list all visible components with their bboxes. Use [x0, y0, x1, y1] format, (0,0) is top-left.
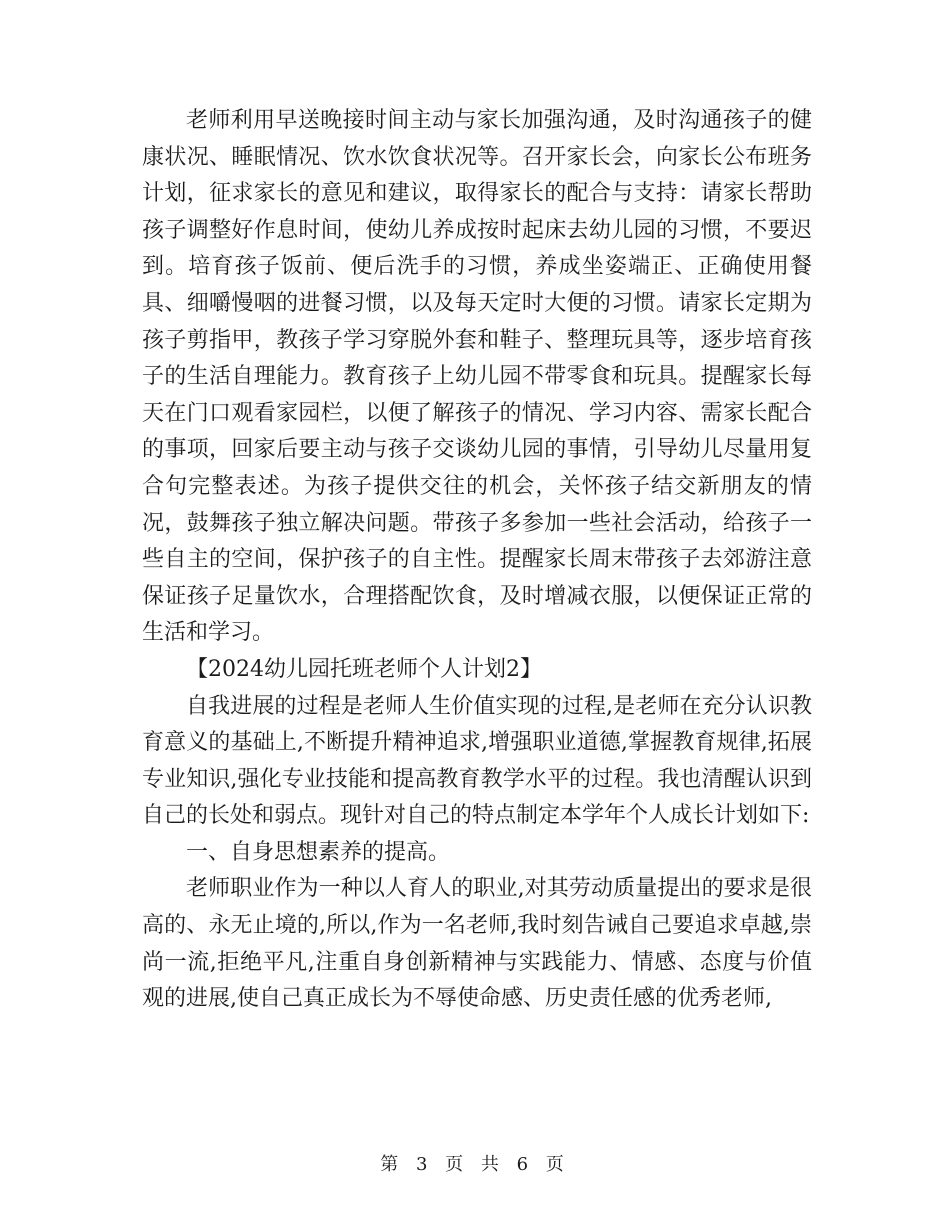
page-number-footer: 第 3 页 共 6 页: [380, 1154, 570, 1175]
section-heading-plan-2: 【2024幼儿园托班老师个人计划2】: [186, 656, 542, 682]
document-body: [142, 103, 812, 1018]
subheading-ideology: 一、自身思想素养的提高。: [186, 839, 451, 865]
paragraph-teacher-profession: 老师职业作为一种以人育人的职业,对其劳动质量提出的要求是很高的、永无止境的,所以,作为一名老师,我时刻告诫自己要追求卓越,崇尚一流,拒绝平凡,注重自身创新精神与实践能力、情感、态度与价值观的进展,使自己真正成长为不辱使命感、历史责任感的优秀老师,: [142, 876, 812, 1012]
paragraph-self-development: 自我进展的过程是老师人生价值实现的过程,是老师在充分认识教育意义的基础上,不断提升精神追求,增强职业道德,掌握教育规律,拓展专业知识,强化专业技能和提高教育教学水平的过程。我也清醒认识到自己的长处和弱点。现针对自己的特点制定本学年个人成长计划如下:: [142, 693, 812, 829]
paragraph-home-communication: 老师利用早送晚接时间主动与家长加强沟通，及时沟通孩子的健康状况、睡眠情况、饮水饮食状况等。召开家长会，向家长公布班务计划，征求家长的意见和建议，取得家长的配合与支持：请家长帮助孩子调整好作息时间，使幼儿养成按时起床去幼儿园的习惯，不要迟到。培育孩子饭前、便后洗手的习惯，养成坐姿端正、正确使用餐具、细嚼慢咽的进餐习惯，以及每天定时大便的习惯。请家长定期为孩子剪指甲，教孩子学习穿脱外套和鞋子、整理玩具等，逐步培育孩子的生活自理能力。教育孩子上幼儿园不带零食和玩具。提醒家长每天在门口观看家园栏，以便了解孩子的情况、学习内容、需家长配合的事项，回家后要主动与孩子交谈幼儿园的事情，引导幼儿尽量用复合句完整表述。为孩子提供交往的机会，关怀孩子结交新朋友的情况，鼓舞孩子独立解决问题。带孩子多参加一些社会活动，给孩子一些自主的空间，保护孩子的自主性。提醒家长周末带孩子去郊游注意保证孩子足量饮水，合理搭配饮食，及时增减衣服，以便保证正常的生活和学习。: [142, 108, 812, 646]
